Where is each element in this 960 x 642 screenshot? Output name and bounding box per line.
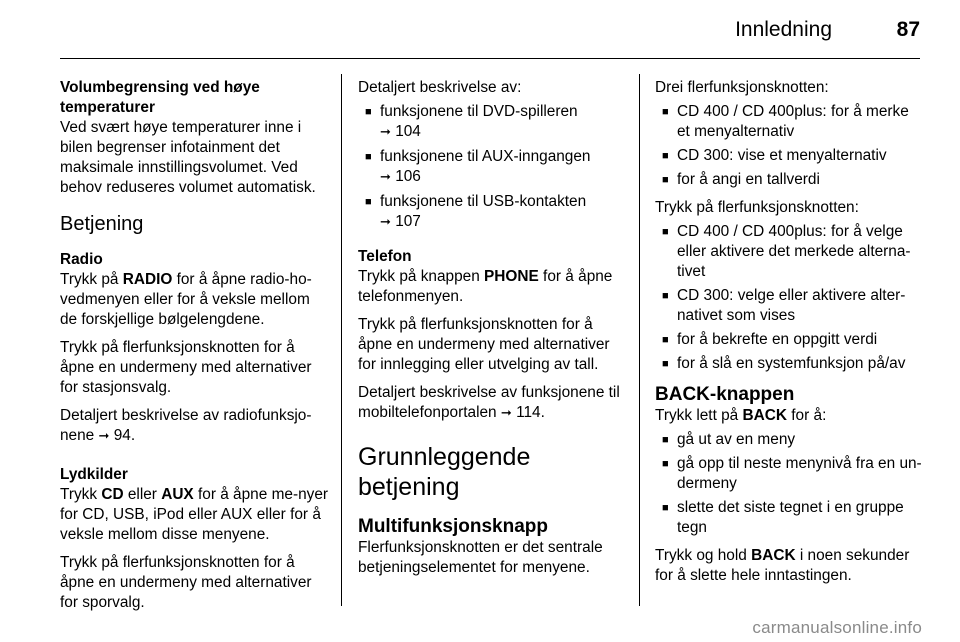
- page-reference-arrow-icon: ➞: [500, 406, 512, 421]
- column-1: [60, 78, 328, 621]
- list-item: ■ for å bekrefte en oppgitt verdi: [655, 330, 923, 350]
- page-reference-arrow-icon: ➞: [380, 125, 391, 140]
- page-reference-arrow-icon: ➞: [98, 429, 110, 444]
- list-item: ■ CD 300: velge eller aktivere alter-nativet som vises: [655, 286, 923, 326]
- key-cd: CD: [101, 486, 124, 503]
- heading-lydkilder: Lydkilder: [60, 466, 128, 483]
- page-header-title: Innledning: [735, 18, 832, 41]
- paragraph-volume: Ved svært høye temperaturer inne i bilen begrenser infotainment det maksimale innstillingsvolumet. Ved behov reduseres volumet automatisk.: [60, 119, 316, 196]
- heading-telefon: Telefon: [358, 248, 412, 265]
- heading-grunnleggende: Grunnleggende betjening: [358, 443, 531, 501]
- page-number: 87: [896, 18, 920, 41]
- list-item: ■ funksjonene til AUX-inngangen ➞ 106: [358, 147, 626, 188]
- paragraph-telefon-3: Detaljert beskrivelse av funksjonene til mobiltelefonportalen ➞ 114.: [358, 384, 620, 421]
- paragraph-drei: Drei flerfunksjonsknotten:: [655, 79, 829, 96]
- list-item: ■ for å angi en tallverdi: [655, 170, 923, 190]
- page-reference-arrow-icon: ➞: [380, 170, 391, 185]
- key-back: BACK: [751, 547, 796, 564]
- page-ref[interactable]: 106: [395, 168, 421, 185]
- list-item: ■ CD 400 / CD 400plus: for å velge eller aktivere det merkede alterna-tivet: [655, 222, 923, 282]
- heading-radio: Radio: [60, 251, 103, 268]
- paragraph-radio-1: Trykk på RADIO for å åpne radio-ho-vedmenyen eller for å veksle mellom de forskjellige bølgelengdene.: [60, 271, 312, 328]
- column-divider-2: [639, 74, 640, 606]
- paragraph-back: Trykk lett på BACK for å:: [655, 407, 827, 424]
- header-rule: [60, 58, 920, 59]
- list-item: ■ CD 400 / CD 400plus: for å merke et menyalternativ: [655, 102, 923, 142]
- heading-back: BACK-knappen: [655, 384, 795, 405]
- paragraph-telefon-1: Trykk på knappen PHONE for å åpne telefonmenyen.: [358, 268, 613, 305]
- drei-list: [655, 102, 923, 190]
- list-item: ■ slette det siste tegnet i en gruppe tegn: [655, 498, 923, 538]
- column-divider-1: [341, 74, 342, 606]
- list-item: ■ for å slå en systemfunksjon på/av: [655, 354, 923, 374]
- paragraph-detaljert: Detaljert beskrivelse av:: [358, 79, 522, 96]
- page-ref[interactable]: 94.: [113, 427, 136, 444]
- list-item: ■ gå ut av en meny: [655, 430, 923, 450]
- list-item: ■ CD 300: vise et menyalternativ: [655, 146, 923, 166]
- column-3: [655, 78, 923, 594]
- list-item: ■ gå opp til neste menynivå fra en un-dermeny: [655, 454, 923, 494]
- heading-betjening: Betjening: [60, 213, 144, 235]
- key-phone: PHONE: [484, 268, 539, 285]
- key-radio: RADIO: [122, 271, 173, 288]
- key-back: BACK: [742, 407, 787, 424]
- heading-multifunksjon: Multifunksjonsknapp: [358, 516, 548, 537]
- trykk-list: [655, 222, 923, 374]
- page-ref[interactable]: 107: [395, 213, 421, 230]
- page-ref[interactable]: 114.: [516, 404, 545, 421]
- page-ref[interactable]: 104: [395, 123, 421, 140]
- reference-list: [358, 102, 626, 233]
- paragraph-lydkilder-1: Trykk CD eller AUX for å åpne me-nyer for CD, USB, iPod eller AUX eller for å veksle mellom disse menyene.: [60, 486, 329, 543]
- page-reference-arrow-icon: ➞: [380, 215, 391, 230]
- column-2: [358, 78, 626, 586]
- watermark: carmanualsonline.info: [752, 618, 922, 637]
- paragraph-multifunksjon: Flerfunksjonsknotten er det sentrale betjeningselementet for menyene.: [358, 539, 603, 576]
- key-aux: AUX: [161, 486, 194, 503]
- paragraph-telefon-2: Trykk på flerfunksjonsknotten for å åpne en undermeny med alternativer for innlegging eller utvelging av tall.: [358, 316, 610, 373]
- paragraph-lydkilder-2: Trykk på flerfunksjonsknotten for å åpne en undermeny med alternativer for sporvalg.: [60, 554, 312, 611]
- list-item: ■ funksjonene til USB-kontakten ➞ 107: [358, 192, 626, 233]
- back-list: [655, 430, 923, 538]
- paragraph-radio-3: Detaljert beskrivelse av radiofunksjo-nene ➞ 94.: [60, 407, 312, 444]
- heading-volume: Volumbegrensing ved høye temperaturer: [60, 79, 260, 116]
- paragraph-hold: Trykk og hold BACK i noen sekunder for å slette hele inntastingen.: [655, 547, 910, 584]
- list-item: ■ funksjonene til DVD-spilleren ➞ 104: [358, 102, 626, 143]
- paragraph-trykk: Trykk på flerfunksjonsknotten:: [655, 199, 859, 216]
- paragraph-radio-2: Trykk på flerfunksjonsknotten for å åpne en undermeny med alternativer for stasjonsvalg.: [60, 339, 312, 396]
